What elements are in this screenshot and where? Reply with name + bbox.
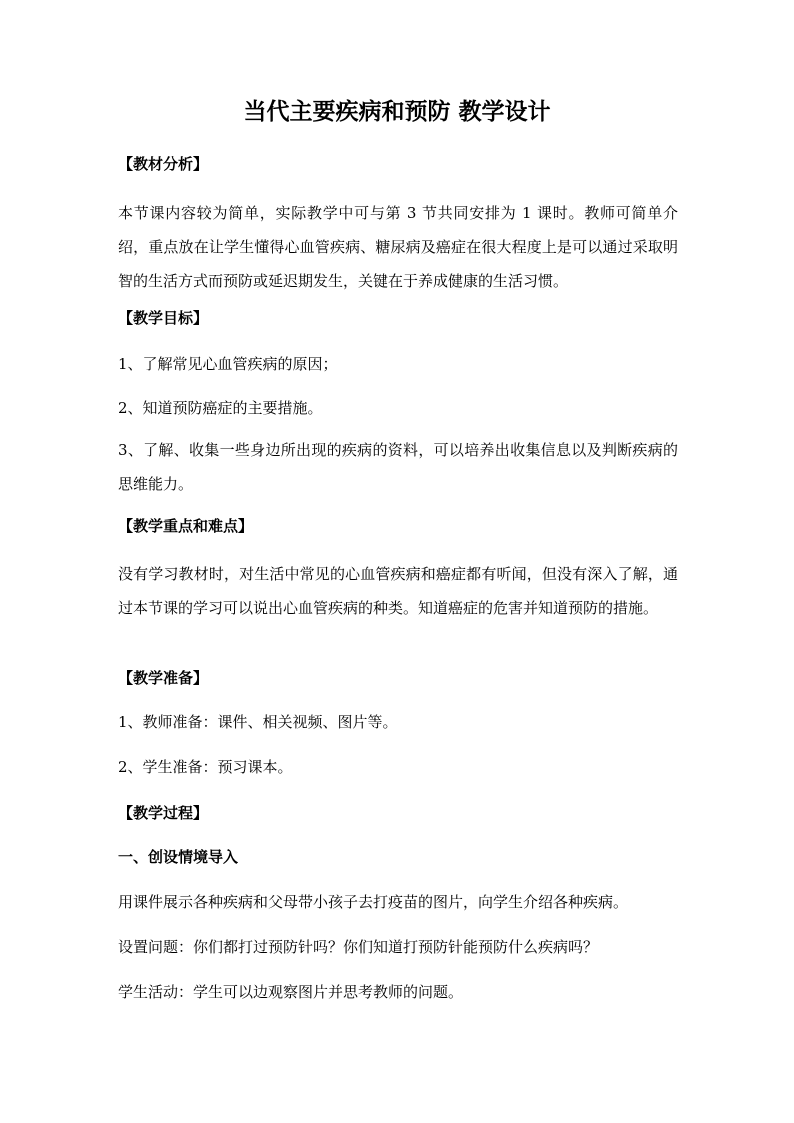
objective-item-1: 1、了解常见心血管疾病的原因；: [118, 355, 338, 373]
process-line-2: 设置问题：你们都打过预防针吗？你们知道打预防针能预防什么疾病吗？: [118, 938, 599, 956]
key-points-text: 没有学习教材时，对生活中常见的心血管疾病和癌症都有听闻，但没有深入了解，通过本节课的学习可以说出心血管疾病的种类。知道癌症的危害并知道预防的措施。: [118, 565, 678, 617]
heading-objectives: 【教学目标】: [118, 309, 209, 327]
preparation-item-2: 2、学生准备：预习课本。: [118, 758, 293, 776]
document-title: 当代主要疾病和预防 教学设计: [243, 98, 551, 125]
process-subheading: 一、创设情境导入: [118, 848, 239, 866]
process-line-1: 用课件展示各种疾病和父母带小孩子去打疫苗的图片，向学生介绍各种疾病。: [118, 893, 629, 911]
heading-key-points: 【教学重点和难点】: [118, 517, 254, 535]
process-line-3: 学生活动：学生可以边观察图片并思考教师的问题。: [118, 983, 464, 1001]
objective-item-3: 3、了解、收集一些身边所出现的疾病的资料，可以培养出收集信息以及判断疾病的思维能力。: [118, 441, 678, 493]
heading-material-analysis: 【教材分析】: [118, 155, 209, 173]
heading-preparation: 【教学准备】: [118, 669, 209, 687]
preparation-item-1: 1、教师准备：课件、相关视频、图片等。: [118, 713, 398, 731]
material-analysis-text: 本节课内容较为简单，实际教学中可与第 3 节共同安排为 1 课时。教师可简单介绍，重点放在让学生懂得心血管疾病、糖尿病及癌症在很大程度上是可以通过采取明智的生活方式而预防或延迟期发生，关键在于养成健康的生活习惯。: [118, 204, 678, 290]
heading-process: 【教学过程】: [118, 804, 209, 822]
objective-item-2: 2、知道预防癌症的主要措施。: [118, 399, 323, 417]
